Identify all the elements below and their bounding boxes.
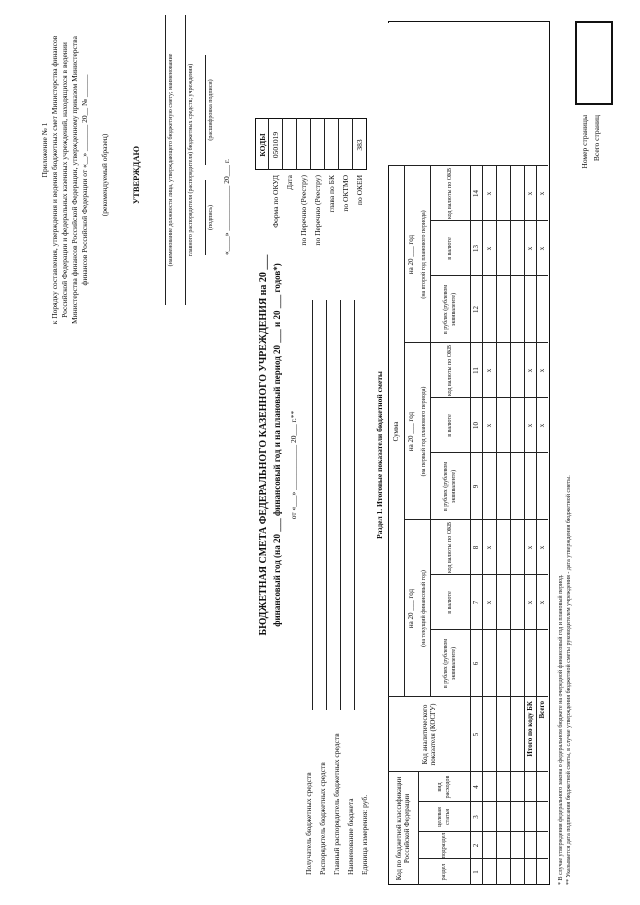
signature-line [205, 180, 206, 255]
p3-okv: код валюты по ОКВ [447, 167, 453, 220]
p1-rub: в рублях (рублевом эквиваленте) [443, 638, 457, 689]
col-expense-type: вид расходов [437, 775, 451, 799]
period-1-year: на 20 ___ год [406, 588, 415, 629]
code-label-registry-2: по Перечню (Реестру) [313, 175, 322, 246]
period-3-desc: (на второй год планового периода) [420, 210, 427, 299]
approval-position-line [165, 15, 166, 305]
col-num-4: 4 [472, 785, 480, 789]
col-num-10: 10 [472, 422, 480, 429]
col-num-5: 5 [472, 732, 480, 737]
p2-okv: код валюты по ОКВ [447, 344, 453, 397]
field-recipient-line[interactable] [312, 300, 313, 710]
field-distributor: Распорядитель бюджетных средств [318, 762, 327, 875]
footnote-2: ** Указывается дата подписания бюджетной сметы, в случае утверждения бюджетной сметы руководителем учреждения - дата утверждения бюджетной сметы. [566, 475, 572, 885]
footnote-1: * В случае утверждения федерального закона о федеральном бюджете на очередной финансовый год и плановый период. [558, 574, 564, 885]
approval-org-hint: главного распорядителя (распорядителя) бюджетных средств; учреждения) [188, 63, 194, 257]
col-target-article: целевая статья [437, 807, 451, 827]
appendix-title: Приложение № 1 [40, 122, 49, 178]
document-title: БЮДЖЕТНАЯ СМЕТА ФЕДЕРАЛЬНОГО КАЗЕННОГО УЧРЕЖДЕНИЯ на 20 ___ [258, 254, 269, 636]
field-budget-name-line[interactable] [354, 300, 355, 710]
total-bk-x-7: х [526, 600, 534, 605]
field-distributor-line[interactable] [326, 300, 327, 710]
code-label-date: Дата [285, 175, 294, 190]
p2-rub: в рублях (рублевом эквиваленте) [443, 461, 457, 512]
grand-total-label: Всего [538, 701, 546, 719]
decode-line [205, 55, 206, 165]
page-number-label: Номер страницы [580, 115, 589, 169]
col-num-9: 9 [472, 484, 480, 489]
appendix-line-4: финансов Российской Федерации от «__» _______ 20__ № ______ [80, 74, 89, 286]
col-subsection: подраздел [441, 832, 447, 859]
field-main-distributor: Главный распорядитель бюджетных средств [332, 733, 341, 875]
section-title: Раздел 1. Итоговые показатели бюджетной сметы [375, 371, 384, 539]
code-label-okei: по ОКЕИ [355, 175, 364, 206]
field-budget-name: Наименование бюджета [346, 798, 355, 875]
col-num-13: 13 [472, 245, 480, 252]
code-label-registry-1: по Перечню (Реестру) [299, 175, 308, 246]
total-bk-x-10: х [526, 423, 534, 428]
page-number-box[interactable] [575, 21, 613, 105]
field-recipient: Получатель бюджетных средств [304, 772, 313, 875]
row1-x-10: х [485, 423, 493, 428]
appendix-line-3: Министерства финансов Российской Федерации, утвержденному приказом Министерства [70, 36, 79, 324]
p1-currency: в валюте [447, 591, 453, 614]
period-1-desc: (на текущий финансовый год) [420, 570, 427, 647]
approval-title: УТВЕРЖДАЮ [131, 145, 141, 205]
row1-x-14: х [485, 191, 493, 196]
col-num-8: 8 [472, 545, 480, 550]
col-num-6: 6 [472, 661, 480, 666]
grand-x-14: х [538, 191, 546, 196]
signature-hint: (подпись) [208, 205, 214, 230]
field-unit: Единица измерения: руб. [360, 794, 369, 875]
row1-x-11: х [485, 368, 493, 373]
col-num-11: 11 [472, 367, 480, 374]
total-bk-x-14: х [526, 191, 534, 196]
period-2-desc: (на первый год планового периода) [420, 386, 427, 477]
appendix-line-1: к Порядку составления, утверждения и ведения бюджетных смет Министерства финансов [50, 35, 59, 325]
kosgu-header: Код аналитического показателя (КОСГУ) [421, 703, 437, 766]
code-label-oktmo: по ОКТМО [341, 175, 350, 212]
total-bk-x-8: х [526, 545, 534, 550]
row1-x-7: х [485, 600, 493, 605]
total-bk-x-13: х [526, 246, 534, 251]
codes-header: КОДЫ [258, 133, 267, 157]
col-num-3: 3 [472, 815, 480, 819]
sum-header: Сумма [392, 421, 400, 442]
document-subtitle: финансовый год (на 20 ___ финансовый год и на плановый период 20 ___ и 20 ___ годов*) [272, 263, 282, 627]
total-bk-x-11: х [526, 368, 534, 373]
row1-x-13: х [485, 246, 493, 251]
kbk-header: Код по бюджетной классификации Российской Федерации [395, 776, 411, 881]
code-value-okud: 0501019 [271, 131, 280, 159]
approval-date: «____» ____________ 20___ г. [222, 159, 231, 255]
row1-x-8: х [485, 545, 493, 550]
p3-currency: в валюте [447, 237, 453, 260]
col-num-12: 12 [472, 306, 480, 313]
total-pages-label: Всего страниц [592, 115, 601, 162]
col-num-7: 7 [472, 600, 480, 605]
approval-position-hint: (наименование должности лица, утверждающего бюджетную смету; наименование [168, 53, 174, 267]
code-value-okei: 383 [355, 139, 364, 151]
approval-org-line [185, 15, 186, 305]
code-label-bk: глава по БК [327, 175, 336, 213]
total-bk-label: Итого по коду БК [526, 701, 534, 757]
period-3-year: на 20 ___ год [406, 234, 415, 275]
col-num-14: 14 [472, 190, 480, 197]
grand-x-11: х [538, 368, 546, 373]
col-section: раздел [441, 863, 447, 881]
p2-currency: в валюте [447, 414, 453, 437]
field-main-distributor-line[interactable] [340, 300, 341, 710]
p1-okv: код валюты по ОКВ [447, 521, 453, 574]
grand-x-13: х [538, 246, 546, 251]
grand-x-7: х [538, 600, 546, 605]
p3-rub: в рублях (рублевом эквиваленте) [443, 284, 457, 335]
document-date: от «___» ____________ 20___ г.** [289, 410, 298, 520]
col-num-2: 2 [472, 843, 480, 848]
code-label-okud: Форма по ОКУД [271, 175, 280, 228]
grand-x-8: х [538, 545, 546, 550]
appendix-line-2: Российской Федерации и федеральных казенных учреждений, находящихся в ведении [60, 42, 69, 318]
period-2-year: на 20 ___ год [406, 411, 415, 452]
col-num-1: 1 [472, 870, 480, 874]
grand-x-10: х [538, 423, 546, 428]
decode-hint: (расшифровка подписи) [208, 79, 214, 141]
sample-note: (рекомендуемый образец) [100, 133, 109, 217]
